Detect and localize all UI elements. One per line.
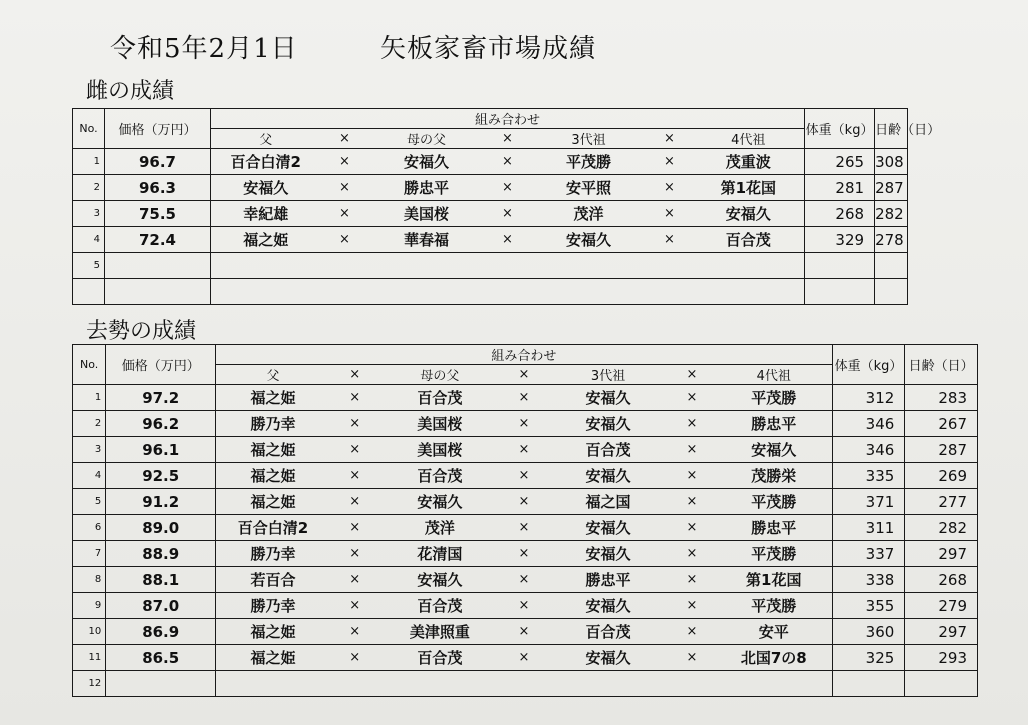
father-cell: 勝乃幸 — [216, 593, 330, 619]
fourth-ancestor-cell: 平茂勝 — [716, 593, 832, 619]
weight-cell: 360 — [832, 619, 905, 645]
fourth-ancestor-cell: 安福久 — [693, 201, 805, 227]
mothers-father-cell — [369, 253, 485, 279]
mothers-father-cell — [369, 279, 485, 305]
age-cell: 268 — [905, 567, 978, 593]
age-cell — [875, 279, 908, 305]
mothers-father-cell — [380, 671, 500, 697]
price-cell — [106, 671, 216, 697]
table-row — [73, 227, 978, 253]
header-cross: × — [330, 365, 380, 385]
castrated-results-table — [72, 344, 978, 697]
row-number: 3 — [73, 201, 105, 227]
weight-cell: 265 — [805, 149, 875, 175]
fourth-ancestor-cell: 平茂勝 — [716, 541, 832, 567]
fourth-ancestor-cell: 茂勝栄 — [716, 463, 832, 489]
age-cell: 277 — [905, 489, 978, 515]
third-ancestor-cell — [531, 253, 647, 279]
cross-cell: × — [500, 489, 548, 515]
mothers-father-cell: 美国桜 — [380, 411, 500, 437]
age-cell: 278 — [875, 227, 908, 253]
cross-cell: × — [500, 463, 548, 489]
age-cell: 308 — [875, 149, 908, 175]
weight-cell: 329 — [805, 227, 875, 253]
father-cell: 福之姫 — [216, 645, 330, 671]
row-number: 1 — [73, 385, 106, 411]
row-number: 6 — [73, 515, 106, 541]
weight-cell: 312 — [832, 385, 905, 411]
table-row — [73, 671, 978, 697]
fourth-ancestor-cell: 百合茂 — [693, 227, 805, 253]
cross-cell — [647, 279, 693, 305]
table-header-row — [73, 109, 978, 129]
weight-cell: 346 — [832, 437, 905, 463]
cross-cell: × — [330, 541, 380, 567]
fourth-ancestor-cell: 安平 — [716, 619, 832, 645]
mothers-father-cell: 美国桜 — [369, 201, 485, 227]
cross-cell: × — [500, 541, 548, 567]
table-row — [73, 619, 978, 645]
table-row — [73, 463, 978, 489]
father-cell — [211, 279, 321, 305]
fourth-ancestor-cell: 勝忠平 — [716, 515, 832, 541]
row-number: 8 — [73, 567, 106, 593]
fourth-ancestor-cell: 第1花国 — [716, 567, 832, 593]
row-number: 4 — [73, 227, 105, 253]
cross-cell: × — [485, 201, 531, 227]
cross-cell: × — [668, 593, 716, 619]
header-father: 父 — [216, 365, 330, 385]
father-cell: 福之姫 — [216, 463, 330, 489]
third-ancestor-cell: 安福久 — [548, 411, 668, 437]
row-number: 4 — [73, 463, 106, 489]
row-number: 1 — [73, 149, 105, 175]
fourth-ancestor-cell — [716, 671, 832, 697]
mothers-father-cell: 百合茂 — [380, 645, 500, 671]
mothers-father-cell: 花清国 — [380, 541, 500, 567]
third-ancestor-cell: 平茂勝 — [531, 149, 647, 175]
cross-cell: × — [500, 619, 548, 645]
cross-cell: × — [485, 149, 531, 175]
fourth-ancestor-cell: 平茂勝 — [716, 385, 832, 411]
cross-cell: × — [330, 567, 380, 593]
table-row — [73, 567, 978, 593]
header-fourth-ancestor: 4代祖 — [716, 365, 832, 385]
weight-cell: 337 — [832, 541, 905, 567]
third-ancestor-cell: 安福久 — [548, 515, 668, 541]
father-cell: 勝乃幸 — [216, 411, 330, 437]
header-fourth-ancestor: 4代祖 — [693, 129, 805, 149]
cross-cell: × — [500, 437, 548, 463]
weight-cell: 311 — [832, 515, 905, 541]
age-cell: 282 — [875, 201, 908, 227]
cross-cell — [668, 671, 716, 697]
third-ancestor-cell: 安福久 — [548, 645, 668, 671]
age-cell: 279 — [905, 593, 978, 619]
weight-cell: 346 — [832, 411, 905, 437]
table-row — [73, 515, 978, 541]
cross-cell: × — [330, 489, 380, 515]
third-ancestor-cell: 安福久 — [548, 463, 668, 489]
header-age: 日齢（日） — [875, 109, 908, 149]
cross-cell: × — [485, 227, 531, 253]
header-third-ancestor: 3代祖 — [531, 129, 647, 149]
weight-cell: 355 — [832, 593, 905, 619]
table-row — [73, 385, 978, 411]
header-price: 価格（万円） — [105, 109, 211, 149]
cross-cell: × — [500, 593, 548, 619]
table-row — [73, 149, 978, 175]
cross-cell: × — [668, 619, 716, 645]
title-market-name: 矢板家畜市場成績 — [380, 34, 597, 64]
price-cell: 88.9 — [106, 541, 216, 567]
mothers-father-cell: 美国桜 — [380, 437, 500, 463]
cross-cell: × — [321, 175, 369, 201]
table-row — [73, 175, 978, 201]
cross-cell: × — [330, 593, 380, 619]
cross-cell: × — [330, 385, 380, 411]
price-cell: 96.3 — [105, 175, 211, 201]
cross-cell — [485, 253, 531, 279]
cross-cell: × — [668, 385, 716, 411]
third-ancestor-cell: 安福久 — [531, 227, 647, 253]
father-cell: 福之姫 — [216, 385, 330, 411]
age-cell — [875, 253, 908, 279]
fourth-ancestor-cell: 勝忠平 — [716, 411, 832, 437]
price-cell: 86.5 — [106, 645, 216, 671]
father-cell: 百合白清2 — [211, 149, 321, 175]
fourth-ancestor-cell: 茂重波 — [693, 149, 805, 175]
father-cell: 福之姫 — [216, 489, 330, 515]
header-mothers-father: 母の父 — [380, 365, 500, 385]
weight-cell: 325 — [832, 645, 905, 671]
row-number: 11 — [73, 645, 106, 671]
fourth-ancestor-cell — [693, 253, 805, 279]
row-number: 12 — [73, 671, 106, 697]
father-cell: 福之姫 — [216, 619, 330, 645]
header-weight: 体重（kg） — [805, 109, 875, 149]
row-number: 7 — [73, 541, 106, 567]
cross-cell: × — [321, 201, 369, 227]
header-third-ancestor: 3代祖 — [548, 365, 668, 385]
table-header-row — [73, 345, 978, 365]
table-row — [73, 645, 978, 671]
cross-cell: × — [330, 515, 380, 541]
cross-cell: × — [330, 619, 380, 645]
cross-cell: × — [668, 515, 716, 541]
row-number: 5 — [73, 253, 105, 279]
age-cell — [905, 671, 978, 697]
father-cell: 百合白清2 — [216, 515, 330, 541]
price-cell: 75.5 — [105, 201, 211, 227]
cross-cell: × — [668, 489, 716, 515]
third-ancestor-cell: 安福久 — [548, 385, 668, 411]
father-cell: 福之姫 — [216, 437, 330, 463]
weight-cell: 371 — [832, 489, 905, 515]
price-cell: 96.7 — [105, 149, 211, 175]
row-number: 3 — [73, 437, 106, 463]
age-cell: 293 — [905, 645, 978, 671]
third-ancestor-cell: 茂洋 — [531, 201, 647, 227]
row-number: 2 — [73, 411, 106, 437]
mothers-father-cell: 美津照重 — [380, 619, 500, 645]
cross-cell: × — [647, 227, 693, 253]
age-cell: 283 — [905, 385, 978, 411]
cross-cell — [330, 671, 380, 697]
third-ancestor-cell: 福之国 — [548, 489, 668, 515]
price-cell: 92.5 — [106, 463, 216, 489]
cross-cell: × — [500, 411, 548, 437]
title-date: 令和5年2月1日 — [110, 34, 298, 64]
price-cell: 72.4 — [105, 227, 211, 253]
price-cell: 91.2 — [106, 489, 216, 515]
cross-cell: × — [330, 463, 380, 489]
weight-cell: 268 — [805, 201, 875, 227]
weight-cell — [805, 279, 875, 305]
cross-cell: × — [485, 175, 531, 201]
header-cross: × — [647, 129, 693, 149]
header-cross: × — [500, 365, 548, 385]
header-combination: 組み合わせ — [216, 345, 832, 365]
header-cross: × — [668, 365, 716, 385]
page-title — [110, 28, 596, 65]
third-ancestor-cell: 安平照 — [531, 175, 647, 201]
table-row — [73, 489, 978, 515]
price-cell — [105, 253, 211, 279]
cross-cell: × — [647, 149, 693, 175]
cross-cell: × — [500, 645, 548, 671]
table-row — [73, 279, 978, 305]
mothers-father-cell: 華春福 — [369, 227, 485, 253]
price-cell: 96.2 — [106, 411, 216, 437]
mothers-father-cell: 百合茂 — [380, 593, 500, 619]
fourth-ancestor-cell: 第1花国 — [693, 175, 805, 201]
fourth-ancestor-cell — [693, 279, 805, 305]
mothers-father-cell: 百合茂 — [380, 463, 500, 489]
table-row — [73, 201, 978, 227]
weight-cell — [805, 253, 875, 279]
cross-cell — [321, 253, 369, 279]
father-cell — [211, 253, 321, 279]
header-father: 父 — [211, 129, 321, 149]
weight-cell: 281 — [805, 175, 875, 201]
header-age: 日齢（日） — [905, 345, 978, 385]
row-number: 2 — [73, 175, 105, 201]
age-cell: 287 — [875, 175, 908, 201]
header-weight: 体重（kg） — [832, 345, 905, 385]
female-results-table — [72, 108, 978, 305]
cross-cell: × — [647, 201, 693, 227]
third-ancestor-cell: 安福久 — [548, 593, 668, 619]
price-cell: 88.1 — [106, 567, 216, 593]
cross-cell: × — [668, 463, 716, 489]
mothers-father-cell: 百合茂 — [380, 385, 500, 411]
cross-cell: × — [500, 515, 548, 541]
header-price: 価格（万円） — [106, 345, 216, 385]
price-cell: 87.0 — [106, 593, 216, 619]
third-ancestor-cell: 百合茂 — [548, 437, 668, 463]
header-no: No. — [73, 109, 105, 149]
cross-cell — [647, 253, 693, 279]
row-number: 9 — [73, 593, 106, 619]
age-cell: 297 — [905, 541, 978, 567]
cross-cell: × — [321, 227, 369, 253]
price-cell — [105, 279, 211, 305]
cross-cell — [485, 279, 531, 305]
header-combination: 組み合わせ — [211, 109, 805, 129]
header-no: No. — [73, 345, 106, 385]
table-row — [73, 437, 978, 463]
table-row — [73, 411, 978, 437]
price-cell: 89.0 — [106, 515, 216, 541]
cross-cell: × — [330, 411, 380, 437]
mothers-father-cell: 茂洋 — [380, 515, 500, 541]
header-cross: × — [321, 129, 369, 149]
table-row — [73, 593, 978, 619]
mothers-father-cell: 安福久 — [369, 149, 485, 175]
cross-cell: × — [668, 437, 716, 463]
price-cell: 96.1 — [106, 437, 216, 463]
fourth-ancestor-cell: 平茂勝 — [716, 489, 832, 515]
third-ancestor-cell: 百合茂 — [548, 619, 668, 645]
cross-cell — [500, 671, 548, 697]
weight-cell — [832, 671, 905, 697]
father-cell: 福之姫 — [211, 227, 321, 253]
third-ancestor-cell: 勝忠平 — [548, 567, 668, 593]
cross-cell: × — [668, 567, 716, 593]
fourth-ancestor-cell: 北国7の8 — [716, 645, 832, 671]
mothers-father-cell: 勝忠平 — [369, 175, 485, 201]
father-cell: 勝乃幸 — [216, 541, 330, 567]
row-number: 10 — [73, 619, 106, 645]
fourth-ancestor-cell: 安福久 — [716, 437, 832, 463]
weight-cell: 338 — [832, 567, 905, 593]
age-cell: 269 — [905, 463, 978, 489]
mothers-father-cell: 安福久 — [380, 489, 500, 515]
age-cell: 267 — [905, 411, 978, 437]
father-cell: 安福久 — [211, 175, 321, 201]
header-cross: × — [485, 129, 531, 149]
header-mothers-father: 母の父 — [369, 129, 485, 149]
price-cell: 97.2 — [106, 385, 216, 411]
table-row — [73, 541, 978, 567]
cross-cell: × — [647, 175, 693, 201]
third-ancestor-cell — [531, 279, 647, 305]
third-ancestor-cell — [548, 671, 668, 697]
age-cell: 287 — [905, 437, 978, 463]
father-cell: 幸紀雄 — [211, 201, 321, 227]
cross-cell: × — [668, 541, 716, 567]
cross-cell: × — [500, 567, 548, 593]
cross-cell: × — [668, 411, 716, 437]
mothers-father-cell: 安福久 — [380, 567, 500, 593]
price-cell: 86.9 — [106, 619, 216, 645]
cross-cell: × — [500, 385, 548, 411]
cross-cell — [321, 279, 369, 305]
castrated-section-title: 去勢の成績 — [86, 319, 197, 344]
cross-cell: × — [321, 149, 369, 175]
table-row — [73, 253, 978, 279]
cross-cell: × — [668, 645, 716, 671]
father-cell: 若百合 — [216, 567, 330, 593]
age-cell: 297 — [905, 619, 978, 645]
cross-cell: × — [330, 645, 380, 671]
third-ancestor-cell: 安福久 — [548, 541, 668, 567]
row-number: 5 — [73, 489, 106, 515]
row-number — [73, 279, 105, 305]
age-cell: 282 — [905, 515, 978, 541]
weight-cell: 335 — [832, 463, 905, 489]
cross-cell: × — [330, 437, 380, 463]
female-section-title: 雌の成績 — [86, 79, 175, 104]
father-cell — [216, 671, 330, 697]
